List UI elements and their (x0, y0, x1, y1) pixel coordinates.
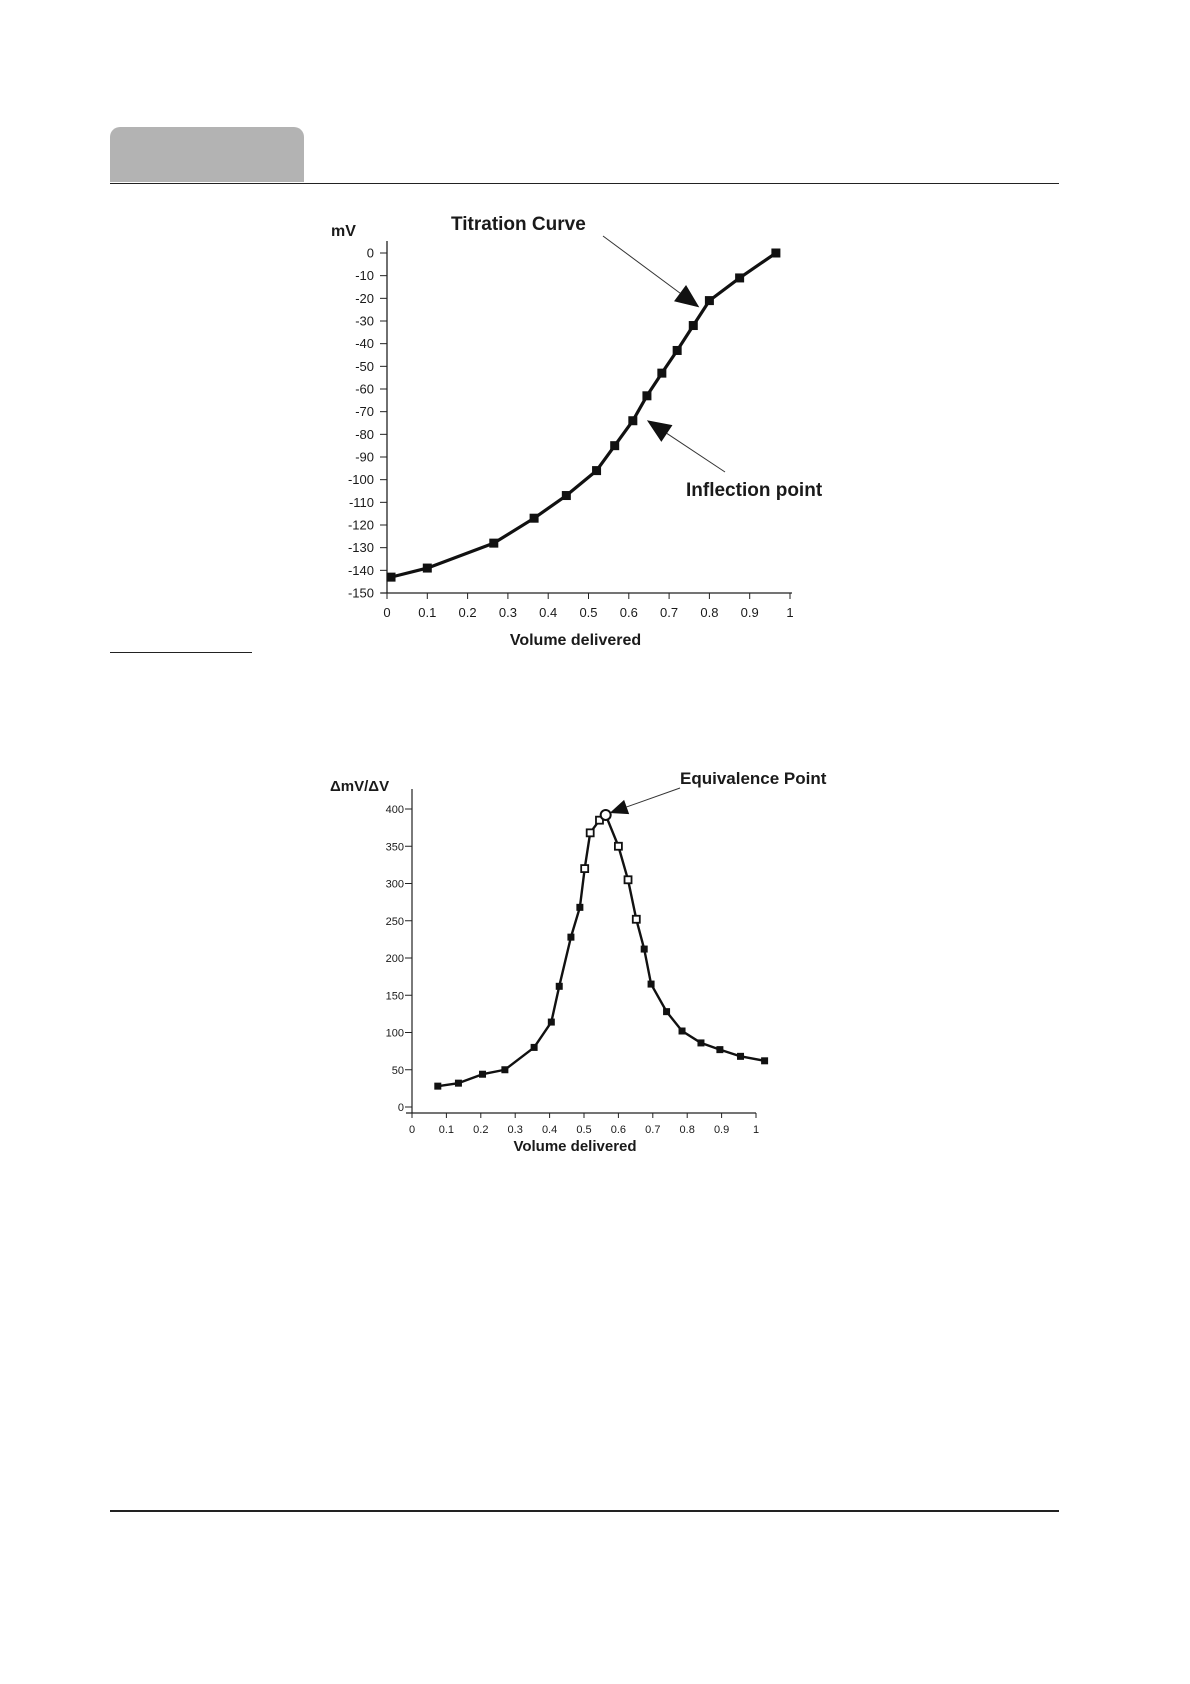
y-tick-label: -90 (355, 449, 374, 465)
annotation-inflection-point: Inflection point (686, 480, 823, 501)
header-tab (110, 127, 304, 182)
data-point (625, 876, 632, 883)
arrow-equivalence-line (627, 788, 680, 807)
y-tick-label: -80 (355, 426, 374, 442)
arrow-titration-head (674, 285, 699, 307)
x-tick-label: 0.4 (541, 1124, 558, 1136)
annotation-equivalence-point: Equivalence Point (680, 769, 827, 788)
data-point (531, 1044, 538, 1051)
data-point (387, 573, 396, 582)
x-axis-title: Volume delivered (513, 1138, 637, 1155)
titration-curve-chart (0, 200, 1190, 660)
annotation-titration-curve: Titration Curve (451, 214, 586, 235)
y-tick-label: 250 (385, 915, 404, 928)
data-point (576, 904, 583, 911)
header-rule (110, 183, 1059, 184)
x-tick-label: 0 (408, 1124, 416, 1136)
y-tick-label: -110 (348, 494, 374, 510)
data-point (423, 564, 432, 573)
data-point (697, 1039, 704, 1046)
x-tick-label: 0 (383, 605, 391, 620)
y-tick-label: -20 (355, 290, 374, 306)
arrow-inflection-line (667, 433, 725, 472)
y-tick-label: -120 (347, 517, 374, 533)
data-point (735, 273, 744, 282)
data-point (673, 346, 682, 355)
y-tick-label: 200 (385, 953, 404, 965)
y-axis-title: ΔmV/ΔV (330, 778, 390, 795)
y-tick-label: -30 (355, 313, 374, 329)
equivalence-point-marker (601, 810, 611, 820)
x-tick-label: 0.2 (458, 605, 477, 620)
y-tick-label: -140 (347, 562, 374, 578)
data-point (434, 1083, 441, 1090)
data-point (761, 1057, 768, 1064)
x-tick-label: 0.7 (660, 605, 679, 620)
y-tick-label: -10 (355, 268, 374, 284)
x-tick-label: 0.7 (645, 1124, 661, 1136)
data-point (705, 296, 714, 305)
y-tick-label: -70 (355, 404, 374, 420)
data-point (663, 1008, 670, 1015)
y-tick-label: -60 (355, 381, 374, 397)
data-point (567, 934, 574, 941)
y-axis-title: mV (331, 223, 356, 240)
data-point (737, 1053, 744, 1060)
y-tick-label: 0 (366, 245, 374, 261)
data-point (679, 1028, 686, 1035)
x-tick-label: 0.8 (700, 605, 719, 620)
data-point (615, 843, 622, 850)
arrow-inflection-head (647, 420, 673, 442)
data-point (771, 249, 780, 258)
x-tick-label: 0.3 (498, 605, 517, 620)
x-tick-label: 0.6 (610, 1124, 627, 1136)
data-point (581, 865, 588, 872)
data-point (642, 391, 651, 400)
y-tick-label: -130 (347, 540, 374, 556)
arrow-titration-line (603, 236, 680, 293)
x-tick-label: 0.3 (507, 1124, 523, 1136)
data-point (592, 466, 601, 475)
y-tick-label: 150 (385, 990, 404, 1003)
data-point (657, 369, 666, 378)
x-tick-label: 0.2 (473, 1124, 489, 1136)
data-point (628, 416, 637, 425)
y-tick-label: -40 (355, 336, 374, 352)
data-point (479, 1071, 486, 1078)
x-tick-label: 0.8 (679, 1124, 695, 1136)
data-point (633, 916, 640, 923)
y-tick-label: 0 (397, 1102, 404, 1114)
y-tick-label: 400 (385, 804, 404, 816)
derivative-chart (0, 755, 1190, 1175)
x-tick-label: 0.5 (576, 1124, 592, 1136)
data-point (641, 946, 648, 953)
data-point (489, 539, 498, 548)
data-point (530, 514, 539, 523)
x-tick-label: 0.6 (619, 605, 638, 620)
data-point (587, 829, 594, 836)
series-line (438, 815, 765, 1086)
footer-rule (110, 1510, 1059, 1512)
x-tick-label: 0.4 (539, 605, 558, 620)
data-point (548, 1019, 555, 1026)
y-tick-label: -150 (347, 585, 374, 601)
data-point (689, 321, 698, 330)
data-point (610, 441, 619, 450)
x-tick-label: 1 (786, 605, 794, 620)
y-tick-label: -50 (355, 358, 374, 374)
x-axis-title: Volume delivered (509, 632, 642, 649)
y-tick-label: 350 (385, 841, 404, 854)
series-line (391, 253, 776, 577)
data-point (648, 981, 655, 988)
data-point (716, 1046, 723, 1053)
x-tick-label: 0.9 (713, 1124, 730, 1136)
x-tick-label: 1 (752, 1124, 760, 1136)
y-tick-label: 50 (391, 1064, 404, 1077)
x-tick-label: 0.5 (579, 605, 598, 620)
arrow-equivalence-head (610, 800, 629, 814)
data-point (501, 1066, 508, 1073)
y-tick-label: -100 (347, 472, 374, 488)
data-point (455, 1080, 462, 1087)
x-tick-label: 0.1 (418, 605, 437, 620)
y-tick-label: 100 (385, 1027, 404, 1040)
data-point (562, 491, 571, 500)
x-tick-label: 0.1 (438, 1124, 455, 1136)
data-point (556, 983, 563, 990)
y-tick-label: 300 (385, 878, 404, 891)
x-tick-label: 0.9 (740, 605, 759, 620)
